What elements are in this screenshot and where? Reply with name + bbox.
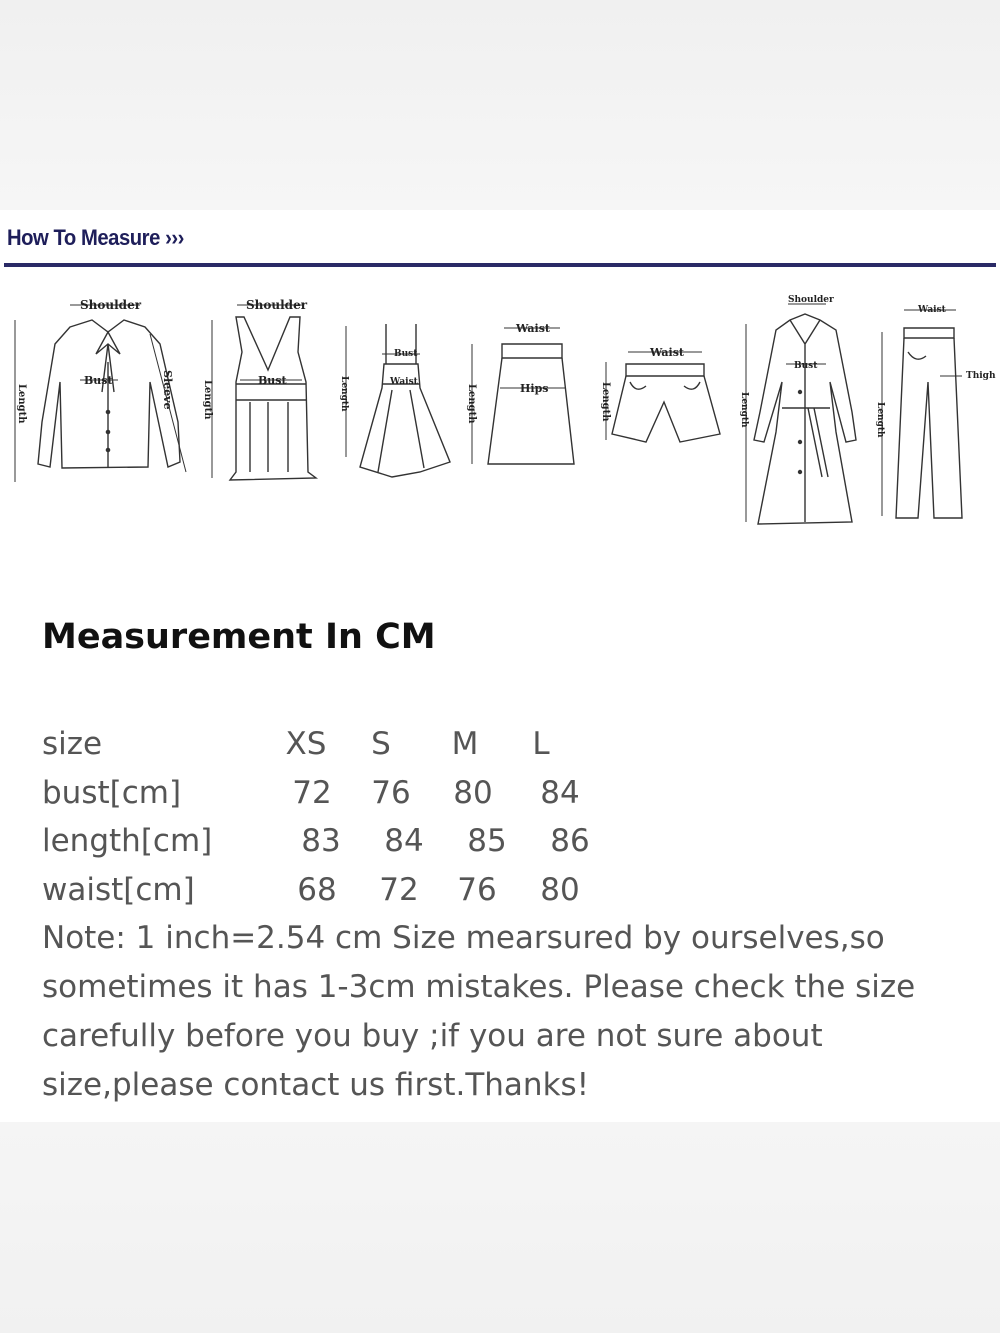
waist-row-label: waist[cm] [42,871,195,908]
waist-l: 80 [540,871,580,908]
bust-m: 80 [453,774,493,811]
trench-coat-icon [746,304,856,524]
length-row-label: length[cm] [42,823,213,859]
size-s: S [371,726,391,762]
size-guide-card [0,210,1000,1122]
size-xs: XS [285,726,327,762]
bust-label-3: Bust [394,349,418,359]
length-label-2: Length [202,380,213,420]
garment-diagram-svg [0,272,1000,532]
length-label-5: Length [600,382,611,422]
size-m: M [451,726,479,762]
length-label-3: Length [339,376,349,412]
waist-m: 76 [457,871,497,908]
length-label-7: Length [875,402,885,438]
skirt-icon [472,328,574,464]
length-s: 84 [384,823,424,859]
how-to-measure-heading [7,225,184,251]
size-note: Note: 1 inch=2.54 cm Size mearsured by ourselves,so sometimes it has 1-3cm mistakes. Please check the size carefully before you buy ;if you are not sure about size,please contact us first.Thanks! [42,920,916,1103]
length-label-1: Length [16,384,27,424]
how-to-measure-title: How To Measure [7,225,160,250]
bust-label-2: Bust [258,374,287,387]
waist-xs: 68 [297,871,337,908]
length-label-4: Length [466,384,477,424]
heading-divider [4,263,996,267]
hips-label-4: Hips [520,382,549,395]
length-xs: 83 [301,823,341,859]
waist-label-7: Waist [918,305,946,315]
size-l: L [532,726,550,762]
size-header-label: size [42,726,103,762]
measurement-title: Measurement In CM [42,617,436,657]
length-label-6: Length [739,392,749,428]
blouse-icon [15,305,186,482]
waist-label-3: Waist [390,377,418,387]
bust-xs: 72 [292,774,332,811]
waist-s: 72 [379,871,419,908]
thigh-label-7: Thigh [966,371,996,381]
sleeve-label-1: Sleeve [161,370,174,410]
shoulder-label-6: Shoulder [788,295,834,305]
trousers-icon [882,310,962,518]
waist-label-5: Waist [650,346,684,359]
chevrons-icon: ››› [165,225,184,250]
strap-dress-icon [346,324,450,477]
length-m: 85 [467,823,507,859]
waist-label-4: Waist [516,322,550,335]
bust-l: 84 [540,774,580,811]
bust-label-1: Bust [84,374,113,387]
tank-top-icon [212,305,316,480]
bust-row-label: bust[cm] [42,774,182,811]
shorts-icon [606,352,720,442]
shoulder-label-1: Shoulder [80,298,142,312]
length-l: 86 [550,823,590,859]
measurement-diagram [0,272,1000,532]
shoulder-label-2: Shoulder [246,298,308,312]
bust-label-6: Bust [794,361,818,371]
bust-s: 76 [371,774,411,811]
